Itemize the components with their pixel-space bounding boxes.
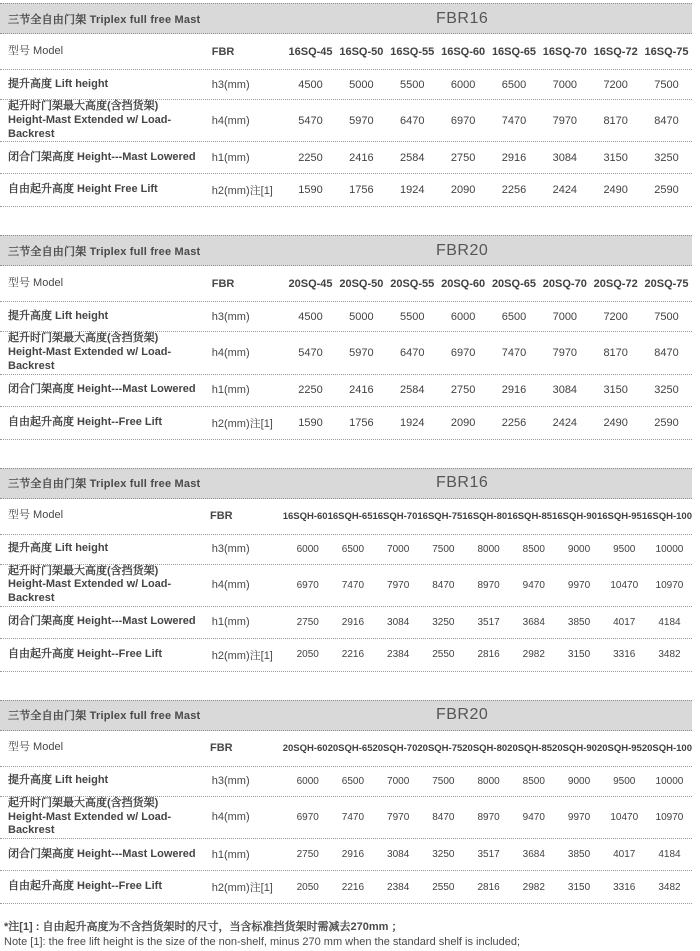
series-label: FBR20	[435, 241, 489, 259]
spec-row	[0, 375, 692, 407]
value-cell: 2490	[603, 416, 628, 429]
value-cell: 3084	[387, 849, 410, 860]
row-label	[0, 880, 212, 894]
row-label-line1: 提升高度 Lift height	[8, 77, 109, 90]
row-label	[0, 100, 212, 141]
row-label	[0, 310, 212, 324]
model-name-cell: 20SQ-72	[593, 277, 638, 290]
value-cell: 8170	[603, 346, 628, 359]
model-name-cell: 20SQ-55	[390, 277, 435, 290]
model-name-cell: 20SQH-85	[507, 742, 553, 754]
spec-row	[0, 607, 692, 639]
model-name-cell: 20SQH-60	[282, 742, 328, 754]
model-name-cell: 16SQ-75	[644, 45, 689, 58]
value-cell: 3150	[603, 151, 628, 164]
value-cell: 8500	[522, 775, 545, 787]
row-label	[0, 774, 212, 788]
value-cell: 6970	[296, 811, 319, 823]
row-label	[0, 383, 212, 397]
value-cell: 3684	[522, 849, 545, 860]
value-cell: 4017	[613, 849, 636, 860]
value-cell: 2750	[450, 151, 476, 164]
row-values	[283, 511, 692, 522]
table-gap	[0, 440, 692, 468]
value-cell: 5470	[298, 114, 323, 127]
row-values	[285, 649, 692, 660]
spec-row	[0, 639, 692, 672]
value-cell: 9470	[522, 579, 545, 591]
spec-row	[0, 100, 692, 142]
value-cell: 2416	[349, 151, 374, 164]
value-cell: 8470	[654, 346, 679, 359]
value-cell: 6000	[296, 775, 319, 787]
model-row	[0, 266, 692, 302]
value-cell: 2982	[522, 649, 545, 661]
value-cell: 2550	[432, 649, 455, 661]
value-cell: 2916	[501, 384, 527, 396]
model-name-cell: 20SQH-100	[641, 742, 692, 754]
value-cell: 6970	[450, 346, 476, 359]
row-label-line2: Height-Mast Extended w/ Load-Backrest	[8, 346, 172, 372]
value-cell: 2384	[387, 649, 410, 661]
value-cell: 6470	[400, 114, 425, 127]
value-cell: 4500	[298, 310, 323, 323]
spec-row	[0, 797, 692, 839]
value-cell: 2050	[296, 649, 319, 661]
value-cell: 6500	[501, 310, 527, 323]
value-cell: 3517	[477, 616, 500, 628]
row-label	[0, 648, 212, 662]
value-cell: 3084	[552, 384, 578, 396]
row-values	[285, 152, 692, 164]
value-cell: 2250	[298, 151, 323, 164]
row-label: 型号 Model	[8, 509, 64, 522]
row-param: h3(mm)	[211, 78, 250, 91]
model-name-cell: 20SQH-65	[327, 742, 373, 754]
value-cell: 5500	[400, 310, 425, 323]
value-cell: 8170	[603, 114, 628, 127]
section-title: 三节全自由门架 Triplex full free Mast	[8, 478, 201, 490]
value-cell: 6970	[296, 579, 319, 591]
model-name-cell: 20SQ-50	[339, 277, 384, 290]
row-values	[283, 743, 692, 754]
row-param: FBR	[209, 510, 233, 522]
row-values	[285, 384, 692, 396]
value-cell: 8970	[477, 579, 500, 591]
model-name-cell: 16SQ-50	[339, 45, 384, 58]
value-cell: 3250	[432, 616, 455, 628]
series-label: FBR16	[435, 9, 489, 27]
value-cell: 2216	[341, 881, 365, 893]
value-cell: 2550	[432, 881, 455, 893]
row-values	[285, 417, 692, 429]
spec-row	[0, 142, 692, 174]
value-cell: 3850	[567, 616, 591, 628]
value-cell: 5970	[349, 114, 374, 127]
value-cell: 7500	[654, 310, 679, 323]
value-cell: 9500	[613, 543, 636, 555]
row-param: h2(mm)注[1]	[211, 649, 273, 662]
value-cell: 2216	[341, 649, 365, 661]
spec-row	[0, 871, 692, 904]
spec-row	[0, 767, 692, 797]
row-label-line1: 闭合门架高度 Height---Mast Lowered	[8, 847, 196, 860]
row-label-line1: 起升时门架最大高度(含挡货架)	[8, 332, 159, 345]
value-cell: 7000	[387, 543, 410, 555]
model-name-cell: 16SQ-55	[390, 45, 435, 58]
model-name-cell: 16SQH-80	[462, 510, 508, 522]
value-cell: 8000	[477, 543, 500, 555]
table-gap	[0, 207, 692, 235]
spec-row	[0, 332, 692, 374]
model-name-cell: 20SQ-75	[644, 277, 689, 290]
value-cell: 2416	[349, 384, 374, 396]
row-param: FBR	[211, 277, 235, 290]
model-name-cell: 20SQH-80	[462, 742, 508, 754]
row-label-line1: 自由起升高度 Height--Free Lift	[8, 647, 162, 660]
table-gap	[0, 672, 692, 700]
value-cell: 7470	[341, 579, 365, 591]
row-label-line2: Height-Mast Extended w/ Load-Backrest	[8, 113, 172, 140]
model-name-cell: 16SQ-72	[593, 45, 638, 58]
value-cell: 2916	[501, 151, 527, 164]
row-values	[285, 849, 692, 860]
value-cell: 9970	[567, 811, 591, 823]
value-cell: 9000	[567, 775, 591, 787]
row-values	[285, 278, 692, 290]
value-cell: 3150	[567, 881, 591, 893]
model-name-cell: 20SQH-70	[372, 742, 418, 754]
model-name-cell: 20SQ-65	[491, 277, 536, 290]
value-cell: 3084	[552, 151, 578, 164]
row-label-line1: 提升高度 Lift height	[8, 542, 109, 555]
value-cell: 4184	[658, 616, 681, 628]
row-label	[0, 416, 212, 430]
model-name-cell: 16SQH-95	[596, 510, 642, 522]
value-cell: 1756	[349, 416, 374, 429]
value-cell: 2982	[522, 881, 545, 893]
model-name-cell: 16SQH-90	[552, 510, 597, 522]
value-cell: 2916	[341, 616, 365, 628]
value-cell: 5000	[349, 310, 374, 323]
table-section-header	[0, 235, 692, 266]
section-title: 三节全自由门架 Triplex full free Mast	[8, 710, 201, 723]
value-cell: 2050	[296, 881, 319, 893]
value-cell: 2590	[654, 184, 679, 197]
row-label	[0, 78, 212, 92]
row-param: h1(mm)	[211, 616, 250, 629]
mast-spec-table	[0, 700, 692, 904]
row-values	[285, 115, 692, 127]
model-name-cell: 20SQ-45	[288, 277, 333, 290]
model-name-cell: 20SQ-70	[542, 277, 587, 290]
value-cell: 9000	[567, 543, 591, 555]
value-cell: 2424	[552, 416, 578, 429]
value-cell: 7970	[387, 811, 410, 823]
value-cell: 3482	[658, 881, 681, 893]
table-section-header	[0, 468, 692, 499]
value-cell: 3316	[613, 881, 636, 893]
value-cell: 6500	[341, 775, 365, 787]
value-cell: 2816	[477, 649, 500, 661]
value-cell: 4017	[613, 616, 636, 628]
row-values	[285, 580, 692, 591]
value-cell: 2584	[400, 151, 425, 164]
value-cell: 7000	[387, 775, 410, 787]
row-label-line1: 起升时门架最大高度(含挡货架)	[8, 564, 159, 577]
row-label	[0, 615, 212, 629]
value-cell: 3250	[654, 384, 679, 396]
row-label-line1: 自由起升高度 Height--Free Lift	[8, 880, 162, 893]
row-param: FBR	[211, 45, 235, 58]
row-values	[285, 184, 692, 196]
row-label-line1: 自由起升高度 Height Free Lift	[8, 183, 158, 196]
row-values	[285, 311, 692, 323]
value-cell: 6000	[450, 310, 476, 323]
value-cell: 3150	[603, 384, 628, 396]
value-cell: 1924	[400, 416, 425, 429]
value-cell: 9970	[567, 579, 591, 591]
value-cell: 6500	[501, 78, 527, 91]
model-name-cell: 20SQH-90	[552, 742, 597, 754]
value-cell: 4184	[658, 849, 681, 860]
value-cell: 7500	[432, 543, 455, 555]
value-cell: 5500	[400, 78, 425, 91]
model-name-cell: 16SQ-45	[288, 45, 333, 58]
value-cell: 2256	[501, 416, 527, 429]
row-param: h4(mm)	[211, 114, 250, 127]
model-name-cell: 16SQ-65	[491, 45, 536, 58]
value-cell: 8470	[432, 579, 455, 591]
row-param: h3(mm)	[211, 543, 250, 555]
row-label-line2: Height-Mast Extended w/ Load-Backrest	[8, 578, 172, 604]
model-name-cell: 20SQH-75	[417, 742, 463, 754]
row-label	[0, 848, 212, 862]
value-cell: 2750	[296, 616, 319, 628]
value-cell: 10970	[655, 579, 684, 591]
model-name-cell: 16SQH-100	[641, 510, 692, 522]
row-param: h2(mm)注[1]	[211, 417, 273, 430]
value-cell: 7470	[501, 346, 527, 359]
value-cell: 10470	[610, 811, 639, 823]
value-cell: 2750	[296, 849, 319, 860]
value-cell: 8470	[654, 114, 679, 127]
mast-spec-table	[0, 235, 692, 439]
spec-row	[0, 839, 692, 871]
row-param: h4(mm)	[211, 811, 250, 824]
mast-spec-table	[0, 468, 692, 672]
value-cell: 6500	[341, 543, 365, 555]
row-label	[0, 332, 212, 373]
model-name-cell: 20SQ-60	[441, 277, 486, 290]
model-name-cell: 16SQH-70	[372, 510, 418, 522]
row-label-line1: 起升时门架最大高度(含挡货架)	[8, 100, 159, 112]
value-cell: 3482	[658, 649, 681, 661]
row-values	[285, 812, 692, 823]
model-name-cell: 16SQ-60	[441, 45, 486, 58]
row-param: h4(mm)	[211, 346, 250, 359]
value-cell: 3150	[567, 649, 591, 661]
value-cell: 8970	[477, 811, 500, 823]
row-param: h3(mm)	[211, 310, 250, 323]
value-cell: 1590	[298, 184, 323, 197]
value-cell: 1924	[400, 184, 425, 197]
spec-row	[0, 535, 692, 565]
section-title: 三节全自由门架 Triplex full free Mast	[8, 13, 201, 26]
model-name-cell: 16SQH-65	[327, 510, 373, 522]
row-param: h2(mm)注[1]	[211, 882, 273, 894]
value-cell: 7200	[603, 310, 628, 323]
table-section-header	[0, 700, 692, 731]
value-cell: 3250	[432, 849, 455, 860]
value-cell: 2590	[654, 416, 679, 429]
value-cell: 7000	[552, 310, 578, 323]
value-cell: 7970	[552, 114, 578, 127]
model-row	[0, 499, 692, 535]
value-cell: 6970	[450, 114, 476, 127]
footnote-en: Note [1]: the free lift height is the size of the non-shelf, minus 270 mm when the standard shelf is included;	[4, 936, 521, 949]
value-cell: 1756	[349, 184, 374, 197]
value-cell: 1590	[298, 416, 323, 429]
value-cell: 6470	[400, 346, 425, 359]
footnotes	[0, 920, 692, 951]
value-cell: 3684	[522, 616, 545, 628]
row-label-line1: 提升高度 Lift height	[8, 774, 109, 787]
row-values	[285, 617, 692, 628]
value-cell: 5000	[349, 78, 374, 91]
series-label: FBR16	[435, 474, 489, 491]
row-label: 型号 Model	[8, 44, 64, 57]
value-cell: 8000	[477, 775, 500, 787]
model-name-cell: 16SQ-70	[542, 45, 587, 58]
row-label-line1: 提升高度 Lift height	[8, 309, 109, 322]
value-cell: 2916	[341, 849, 365, 860]
series-label: FBR20	[435, 706, 489, 724]
model-name-cell: 16SQH-75	[417, 510, 463, 522]
row-param: h1(mm)	[211, 151, 250, 164]
row-label	[0, 797, 212, 838]
value-cell: 10000	[655, 775, 684, 787]
row-values	[285, 46, 692, 58]
value-cell: 10470	[610, 579, 639, 591]
value-cell: 3250	[654, 151, 679, 164]
value-cell: 2090	[450, 416, 476, 429]
value-cell: 2090	[450, 184, 476, 197]
row-label: 型号 Model	[8, 741, 64, 754]
value-cell: 3316	[613, 649, 636, 661]
value-cell: 7500	[432, 775, 455, 787]
footnote-zh: *注[1] : 自由起升高度为不含挡货架时的尺寸，当含标准挡货架时需减去270mm ；	[4, 921, 403, 933]
row-label	[0, 183, 212, 197]
row-label-line1: 闭合门架高度 Height---Mast Lowered	[8, 150, 196, 163]
row-values	[285, 544, 692, 555]
value-cell: 7970	[552, 346, 578, 359]
row-label	[0, 151, 212, 165]
model-row	[0, 34, 692, 70]
value-cell: 6000	[450, 78, 476, 91]
section-title: 三节全自由门架 Triplex full free Mast	[8, 245, 201, 258]
value-cell: 7970	[387, 579, 410, 591]
value-cell: 2256	[501, 184, 527, 197]
value-cell: 2490	[603, 184, 628, 197]
row-label-line1: 闭合门架高度 Height---Mast Lowered	[8, 383, 196, 396]
value-cell: 5970	[349, 346, 374, 359]
value-cell: 7470	[501, 114, 527, 127]
value-cell: 2816	[477, 881, 500, 893]
row-param: h3(mm)	[211, 775, 250, 788]
spec-row	[0, 174, 692, 207]
row-label-line1: 起升时门架最大高度(含挡货架)	[8, 796, 159, 809]
row-label-line2: Height-Mast Extended w/ Load-Backrest	[8, 810, 172, 837]
row-param: FBR	[209, 742, 233, 755]
row-label	[0, 542, 212, 556]
value-cell: 3850	[567, 849, 591, 860]
value-cell: 7000	[552, 78, 578, 91]
row-param: h1(mm)	[211, 384, 250, 396]
row-label-line1: 自由起升高度 Height--Free Lift	[8, 415, 162, 428]
spec-row	[0, 565, 692, 607]
value-cell: 4500	[298, 78, 323, 91]
value-cell: 9500	[613, 775, 636, 787]
value-cell: 7500	[654, 78, 679, 91]
row-values	[285, 776, 692, 787]
value-cell: 10970	[655, 811, 684, 823]
value-cell: 2250	[298, 384, 323, 396]
row-param: h2(mm)注[1]	[211, 185, 273, 198]
row-values	[285, 79, 692, 91]
spec-row	[0, 70, 692, 100]
value-cell: 9470	[522, 811, 545, 823]
value-cell: 8500	[522, 543, 545, 555]
value-cell: 2750	[450, 384, 476, 396]
row-label	[0, 565, 212, 606]
row-param: h4(mm)	[211, 579, 250, 592]
value-cell: 8470	[432, 811, 455, 823]
row-label-line1: 闭合门架高度 Height---Mast Lowered	[8, 615, 196, 628]
model-name-cell: 20SQH-95	[596, 742, 642, 754]
mast-spec-table	[0, 3, 692, 207]
value-cell: 5470	[298, 346, 323, 359]
value-cell: 7200	[603, 78, 628, 91]
value-cell: 10000	[655, 543, 684, 555]
table-section-header	[0, 3, 692, 34]
value-cell: 2384	[387, 881, 410, 893]
row-param: h1(mm)	[211, 848, 250, 861]
spec-row	[0, 407, 692, 440]
value-cell: 7470	[341, 811, 365, 823]
value-cell: 2584	[400, 384, 425, 396]
value-cell: 3084	[387, 616, 410, 628]
row-values	[285, 882, 692, 893]
model-name-cell: 16SQH-60	[282, 510, 328, 522]
value-cell: 3517	[477, 849, 500, 860]
spec-tables-container	[0, 3, 692, 904]
value-cell: 2424	[552, 184, 578, 197]
spec-row	[0, 302, 692, 332]
row-values	[285, 347, 692, 359]
model-name-cell: 16SQH-85	[507, 510, 553, 522]
model-row	[0, 731, 692, 767]
row-label: 型号 Model	[8, 276, 64, 289]
value-cell: 6000	[296, 543, 319, 555]
